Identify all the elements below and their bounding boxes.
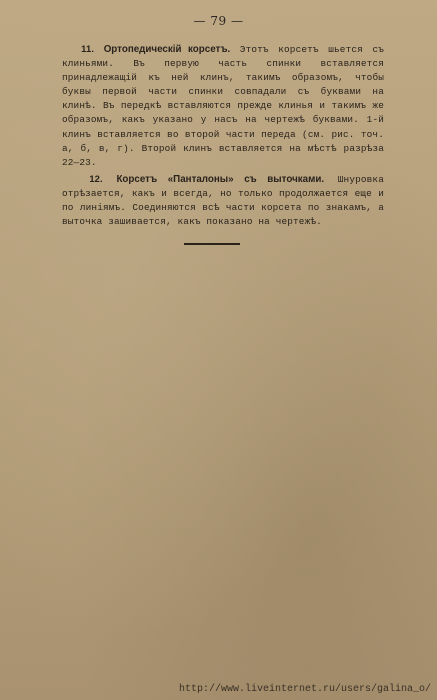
- section-divider: [184, 243, 240, 245]
- page-number: — 79 —: [193, 14, 244, 28]
- paragraph-text: Этотъ корсетъ шьется съ клиньями. Въ первую часть спинки вставляется принадлежащій къ ней клинъ, такимъ образомъ, чтобы буквы первой части спинки совпадали съ буквами на клинѣ. Въ передкѣ вставляются прежде клинья и такимъ же образомъ, какъ указано у насъ на чертежѣ буквами. 1-й клинъ вставляется во второй части переда (см. рис. точ. а, б, в, г). Второй клинъ вставляется на мѣстѣ разрѣза 22—23.: [62, 44, 385, 168]
- text-body: [62, 42, 384, 229]
- paragraph-heading: Ортопедическій корсетъ.: [103, 44, 231, 55]
- paragraph-number: 12.: [89, 172, 103, 184]
- paragraph-11: [62, 42, 384, 170]
- watermark-url: http://www.liveinternet.ru/users/galina_o/: [178, 684, 431, 695]
- paragraph-text: Шнуровка отрѣзается, какъ и всегда, но только продолжается еще и по линіямъ. Соединяются всѣ части корсета по знакамъ, а выточка зашивается, какъ показано на чертежѣ.: [62, 173, 384, 228]
- paragraph-heading: Корсетъ «Панталоны» съ выточками.: [116, 173, 325, 185]
- paragraph-12: [62, 172, 384, 229]
- paragraph-number: 11.: [81, 43, 95, 54]
